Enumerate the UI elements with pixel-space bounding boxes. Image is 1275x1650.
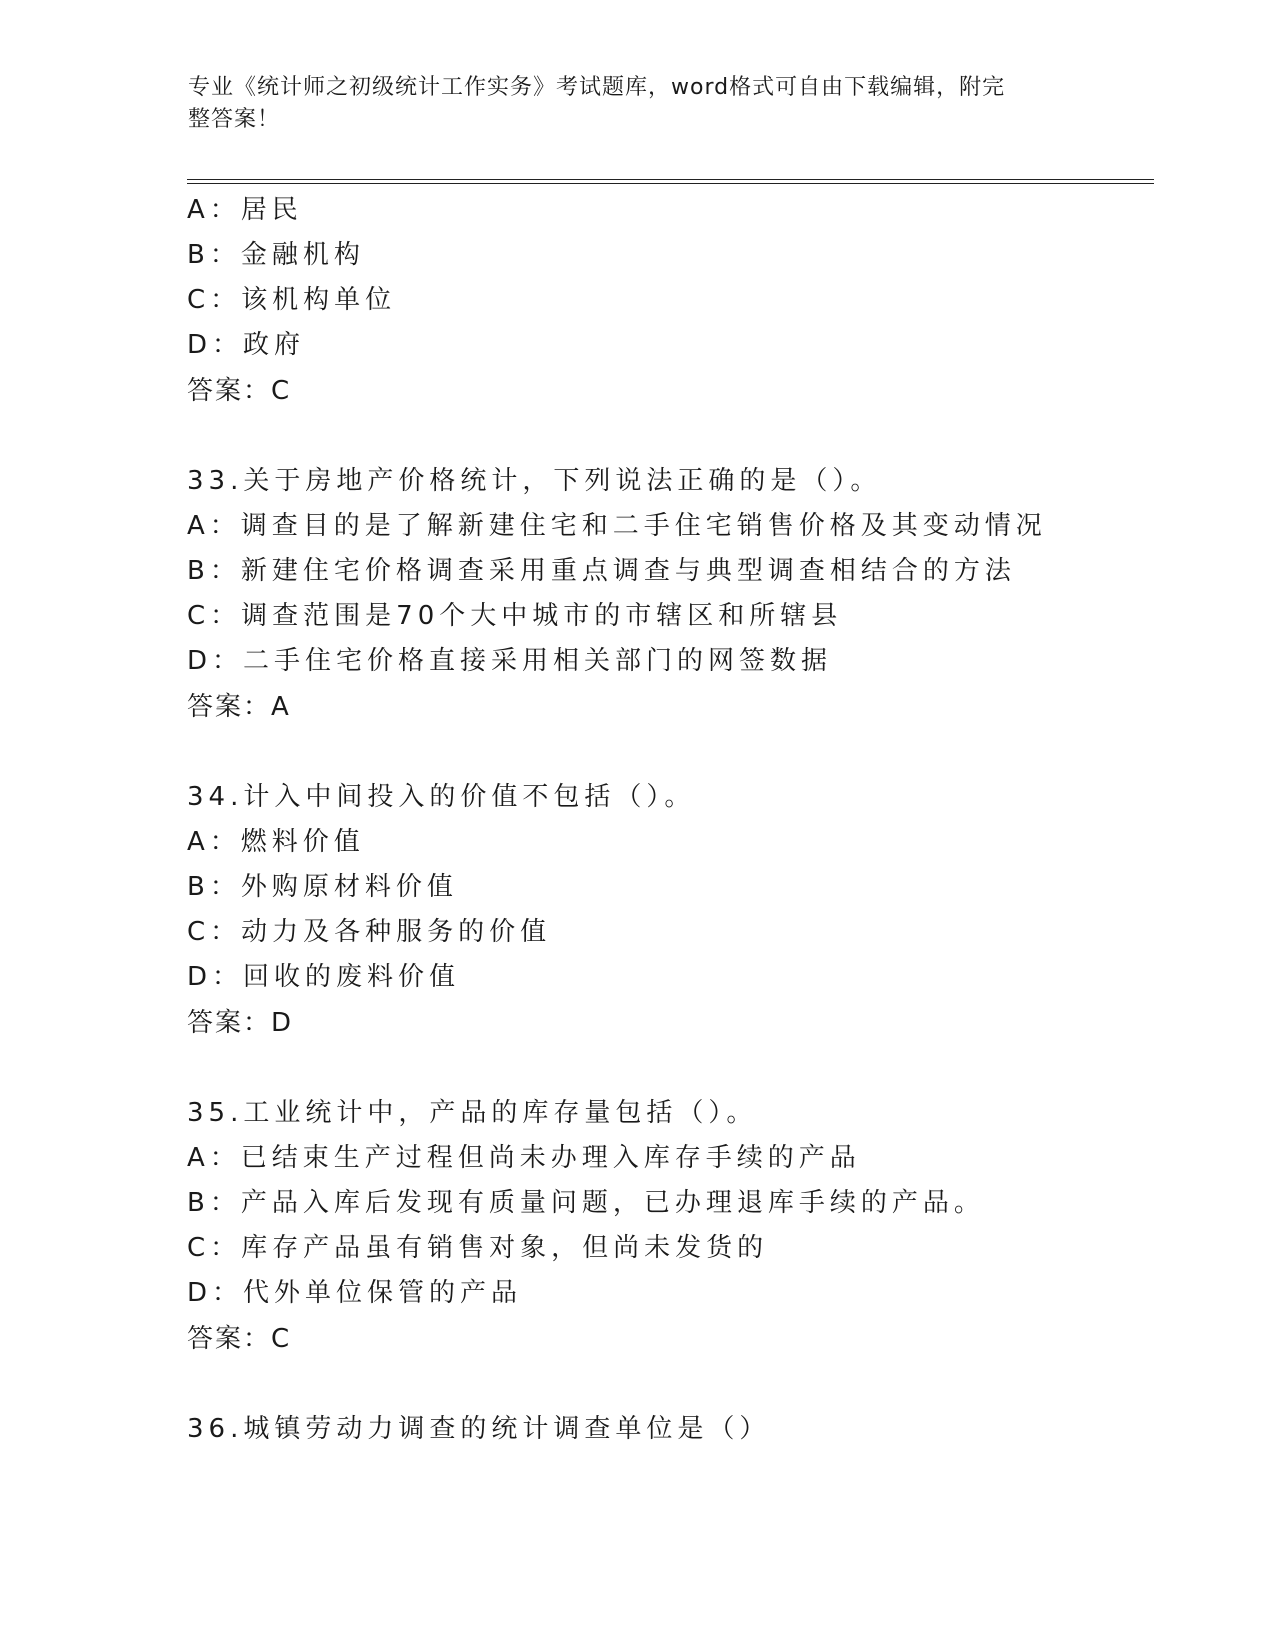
q33-option-d: D：二手住宅价格直接采用相关部门的网签数据 bbox=[187, 646, 833, 676]
header-divider-bottom bbox=[187, 183, 1154, 184]
header-divider-top bbox=[187, 179, 1154, 180]
q34-answer: 答案：D bbox=[187, 1008, 294, 1038]
q35-option-d: D：代外单位保管的产品 bbox=[187, 1278, 523, 1308]
q35-question: 35.工业统计中，产品的库存量包括（）。 bbox=[187, 1098, 758, 1128]
q34-option-c: C：动力及各种服务的价值 bbox=[187, 917, 552, 947]
q34-option-b: B：外购原材料价值 bbox=[187, 872, 458, 902]
q34-option-d: D：回收的废料价值 bbox=[187, 962, 461, 992]
q32-option-b: B：金融机构 bbox=[187, 240, 365, 270]
document-header bbox=[188, 72, 1088, 136]
header-line-2: 整答案！ bbox=[188, 107, 281, 132]
q32-option-c: C：该机构单位 bbox=[187, 285, 397, 315]
q35-option-a: A：已结束生产过程但尚未办理入库存手续的产品 bbox=[187, 1143, 861, 1173]
q34-option-a: A：燃料价值 bbox=[187, 827, 365, 857]
q36-question: 36.城镇劳动力调查的统计调查单位是（） bbox=[187, 1414, 771, 1444]
q33-option-b: B：新建住宅价格调查采用重点调查与典型调查相结合的方法 bbox=[187, 556, 1016, 586]
q32-option-a: A：居民 bbox=[187, 195, 303, 225]
q35-option-c: C：库存产品虽有销售对象，但尚未发货的 bbox=[187, 1233, 769, 1263]
q33-option-a: A：调查目的是了解新建住宅和二手住宅销售价格及其变动情况 bbox=[187, 511, 1047, 541]
header-line-1: 专业《统计师之初级统计工作实务》考试题库，word格式可自由下载编辑，附完 bbox=[188, 75, 1006, 100]
q35-option-b: B：产品入库后发现有质量问题，已办理退库手续的产品。 bbox=[187, 1188, 985, 1218]
q35-answer: 答案：C bbox=[187, 1324, 292, 1354]
q34-question: 34.计入中间投入的价值不包括（）。 bbox=[187, 782, 696, 812]
q33-option-c: C：调查范围是70个大中城市的市辖区和所辖县 bbox=[187, 601, 843, 631]
q33-question: 33.关于房地产价格统计，下列说法正确的是（）。 bbox=[187, 466, 882, 496]
q33-answer: 答案：A bbox=[187, 692, 291, 722]
q32-option-d: D：政府 bbox=[187, 330, 306, 360]
q32-answer: 答案：C bbox=[187, 376, 292, 406]
